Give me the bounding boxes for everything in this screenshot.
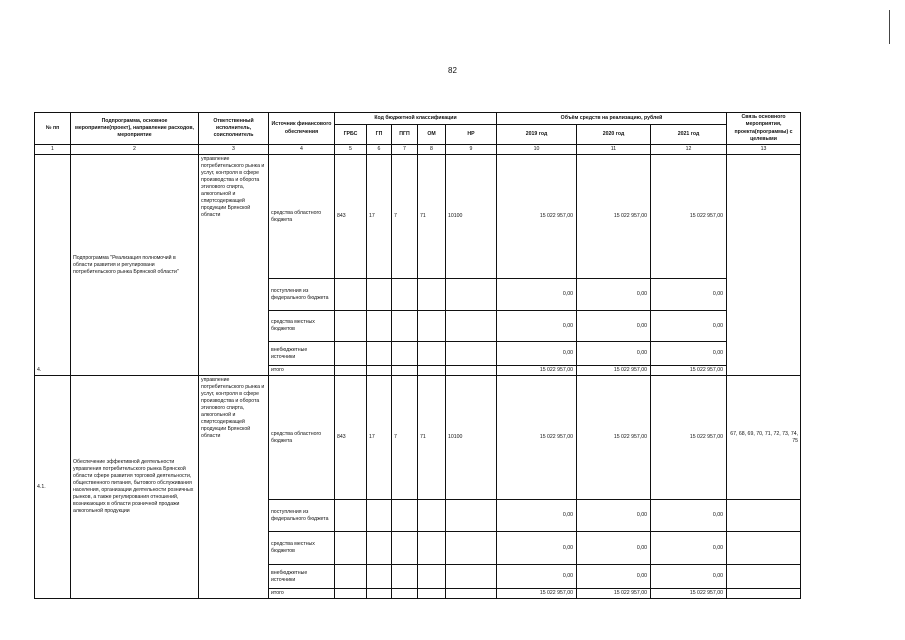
- table-row: [35, 155, 801, 279]
- om-cell: [418, 532, 446, 565]
- header-grbs: ГРБС: [335, 125, 367, 145]
- amount-2021: 15 022 957,00: [651, 376, 727, 500]
- amount-2021: 0,00: [651, 532, 727, 565]
- pgp-cell: [392, 279, 418, 311]
- pgp-cell: [392, 500, 418, 532]
- header-2021: 2021 год: [651, 125, 727, 145]
- scan-edge-line: [889, 10, 890, 44]
- col-number: 3: [199, 145, 269, 155]
- np-cell: [446, 366, 497, 376]
- header-np: НР: [446, 125, 497, 145]
- grbs-cell: [335, 366, 367, 376]
- total-2021: 15 022 957,00: [651, 589, 727, 599]
- om-cell: [418, 342, 446, 366]
- source-cell: итого: [269, 589, 335, 599]
- pgp-cell: [392, 565, 418, 589]
- target-links-empty: [727, 532, 801, 565]
- grbs-cell: [335, 311, 367, 342]
- col-number: 12: [651, 145, 727, 155]
- executor-name: управление потребительского рынка и услуг, контроля в сфере производства и оборота этилового спирта, алкогольной и спиртсодержащей продукции Брянской области: [199, 155, 269, 376]
- table-row: [35, 376, 801, 500]
- amount-2020: 15 022 957,00: [577, 155, 651, 279]
- grbs-cell: 843: [335, 376, 367, 500]
- np-cell: [446, 500, 497, 532]
- source-cell: итого: [269, 366, 335, 376]
- amount-2019: 0,00: [497, 279, 577, 311]
- np-cell: [446, 565, 497, 589]
- target-links-empty: [727, 565, 801, 589]
- amount-2020: 0,00: [577, 532, 651, 565]
- gp-cell: [367, 366, 392, 376]
- om-cell: [418, 500, 446, 532]
- header-subprogram: Подпрограмма, основное мероприятие(проект), направление расходов, мероприятие: [71, 113, 199, 145]
- total-2019: 15 022 957,00: [497, 589, 577, 599]
- amount-2019: 15 022 957,00: [497, 376, 577, 500]
- grbs-cell: 843: [335, 155, 367, 279]
- gp-cell: [367, 565, 392, 589]
- col-number: 11: [577, 145, 651, 155]
- amount-2019: 0,00: [497, 500, 577, 532]
- amount-2021: 0,00: [651, 279, 727, 311]
- target-links: 67, 68, 69, 70, 71, 72, 73, 74, 75: [727, 376, 801, 500]
- col-number: 6: [367, 145, 392, 155]
- header-source: Источник финансового обеспечения: [269, 113, 335, 145]
- col-number: 10: [497, 145, 577, 155]
- col-number: 1: [35, 145, 71, 155]
- gp-cell: [367, 589, 392, 599]
- source-cell: средства областного бюджета: [269, 376, 335, 500]
- header-links: Связь основного мероприятия, проекта(программы) с целевыми: [727, 113, 801, 145]
- pgp-cell: 7: [392, 376, 418, 500]
- amount-2021: 0,00: [651, 311, 727, 342]
- amount-2019: 0,00: [497, 532, 577, 565]
- pgp-cell: [392, 311, 418, 342]
- total-2020: 15 022 957,00: [577, 366, 651, 376]
- gp-cell: [367, 500, 392, 532]
- source-cell: средства областного бюджета: [269, 155, 335, 279]
- grbs-cell: [335, 589, 367, 599]
- np-cell: [446, 279, 497, 311]
- page-number: 82: [448, 66, 457, 75]
- target-links-empty: [727, 500, 801, 532]
- np-cell: [446, 589, 497, 599]
- source-cell: средства местных бюджетов: [269, 311, 335, 342]
- np-cell: 10100: [446, 376, 497, 500]
- total-2021: 15 022 957,00: [651, 366, 727, 376]
- grbs-cell: [335, 342, 367, 366]
- header-budget-code: Код бюджетной классификации: [335, 113, 497, 125]
- col-number: 5: [335, 145, 367, 155]
- header-num: № пп: [35, 113, 71, 145]
- measure-name: Обеспечение эффективной деятельности управления потребительского рынка Брянской области сфере развития торговой деятельности, общественного питания, бытового обслуживания населения, организации деятельности розничных рынков, а также регулирования отношений, возникающих в области розничной продажи алкогольной продукции: [71, 376, 199, 599]
- grbs-cell: [335, 532, 367, 565]
- amount-2019: 0,00: [497, 565, 577, 589]
- gp-cell: [367, 311, 392, 342]
- pgp-cell: 7: [392, 155, 418, 279]
- total-2020: 15 022 957,00: [577, 589, 651, 599]
- total-2019: 15 022 957,00: [497, 366, 577, 376]
- gp-cell: 17: [367, 376, 392, 500]
- col-number: 4: [269, 145, 335, 155]
- gp-cell: [367, 279, 392, 311]
- om-cell: [418, 279, 446, 311]
- amount-2020: 0,00: [577, 500, 651, 532]
- source-cell: поступления из федерального бюджета: [269, 500, 335, 532]
- amount-2019: 15 022 957,00: [497, 155, 577, 279]
- amount-2021: 15 022 957,00: [651, 155, 727, 279]
- source-cell: средства местных бюджетов: [269, 532, 335, 565]
- header-gp: ГП: [367, 125, 392, 145]
- amount-2021: 0,00: [651, 500, 727, 532]
- amount-2019: 0,00: [497, 311, 577, 342]
- pgp-cell: [392, 366, 418, 376]
- amount-2020: 0,00: [577, 279, 651, 311]
- np-cell: [446, 342, 497, 366]
- gp-cell: 17: [367, 155, 392, 279]
- amount-2019: 0,00: [497, 342, 577, 366]
- np-cell: [446, 311, 497, 342]
- header-volume: Объём средств на реализацию, рублей: [497, 113, 727, 125]
- header-pgp: ПГП: [392, 125, 418, 145]
- grbs-cell: [335, 565, 367, 589]
- amount-2021: 0,00: [651, 342, 727, 366]
- om-cell: 71: [418, 155, 446, 279]
- header-2020: 2020 год: [577, 125, 651, 145]
- amount-2020: 0,00: [577, 342, 651, 366]
- pgp-cell: [392, 342, 418, 366]
- budget-table: [34, 112, 801, 599]
- executor-name: управление потребительского рынка и услуг, контроля в сфере производства и оборота этилового спирта, алкогольной и спиртсодержащей продукции Брянской области: [199, 376, 269, 599]
- om-cell: [418, 366, 446, 376]
- col-number: 7: [392, 145, 418, 155]
- gp-cell: [367, 532, 392, 565]
- col-number: 2: [71, 145, 199, 155]
- row-num: 4.: [35, 155, 71, 376]
- row-num: 4.1.: [35, 376, 71, 599]
- col-number: 8: [418, 145, 446, 155]
- target-links-empty: [727, 589, 801, 599]
- om-cell: [418, 589, 446, 599]
- amount-2021: 0,00: [651, 565, 727, 589]
- source-cell: поступления из федерального бюджета: [269, 279, 335, 311]
- col-number: 9: [446, 145, 497, 155]
- amount-2020: 0,00: [577, 565, 651, 589]
- np-cell: [446, 532, 497, 565]
- om-cell: [418, 311, 446, 342]
- amount-2020: 0,00: [577, 311, 651, 342]
- amount-2020: 15 022 957,00: [577, 376, 651, 500]
- grbs-cell: [335, 500, 367, 532]
- header-executor: Ответственный исполнитель, соисполнитель: [199, 113, 269, 145]
- om-cell: 71: [418, 376, 446, 500]
- header-om: ОМ: [418, 125, 446, 145]
- source-cell: внебюджетные источники: [269, 565, 335, 589]
- om-cell: [418, 565, 446, 589]
- gp-cell: [367, 342, 392, 366]
- header-2019: 2019 год: [497, 125, 577, 145]
- np-cell: 10100: [446, 155, 497, 279]
- pgp-cell: [392, 589, 418, 599]
- subprogram-name: Подпрограмма "Реализация полномочий в области развития и регулировани потребительского рынка Брянской области": [71, 155, 199, 376]
- source-cell: внебюджетные источники: [269, 342, 335, 366]
- pgp-cell: [392, 532, 418, 565]
- target-links: [727, 155, 801, 376]
- col-number: 13: [727, 145, 801, 155]
- grbs-cell: [335, 279, 367, 311]
